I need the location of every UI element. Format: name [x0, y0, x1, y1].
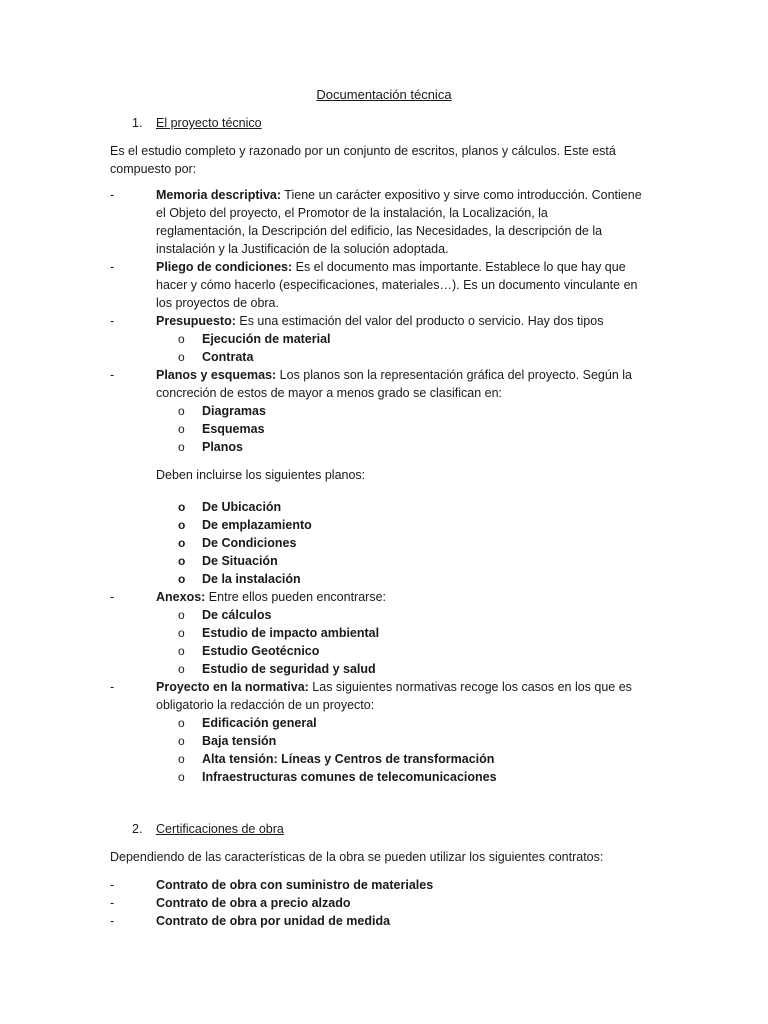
- sub-item: [110, 420, 670, 438]
- sub-item-text: Diagramas: [202, 404, 266, 418]
- plano-item: [110, 552, 670, 570]
- contract-item: [110, 894, 670, 912]
- sub-item-text: Ejecución de material: [202, 332, 331, 346]
- circle-bullet-icon: o: [178, 608, 185, 622]
- sub-item-text: Contrata: [202, 350, 254, 364]
- circle-bullet-icon: o: [178, 644, 185, 658]
- dash-bullet: -: [110, 680, 115, 694]
- term: Proyecto en la normativa:: [156, 680, 309, 694]
- sub-item-text: Estudio de seguridad y salud: [202, 662, 376, 676]
- sub-item-text: Edificación general: [202, 716, 317, 730]
- intro-line: Dependiendo de las características de la obra se pueden utilizar los siguientes contratos:: [110, 850, 604, 864]
- contract-text: Contrato de obra con suministro de materiales: [156, 878, 434, 892]
- circle-bullet-icon: o: [178, 734, 185, 748]
- circle-bullet-icon: o: [178, 554, 186, 568]
- dash-bullet: -: [110, 260, 115, 274]
- contract-item: [110, 912, 670, 930]
- term: Presupuesto:: [156, 314, 236, 328]
- section-title: Certificaciones de obra: [156, 822, 284, 836]
- description-line: reglamentación, la Descripción del edificio, las Necesidades, la descripción de la: [156, 224, 603, 238]
- description-line: concreción de estos de mayor a menos grado se clasifican en:: [156, 386, 503, 400]
- sub-item: [110, 732, 670, 750]
- components-list: [110, 186, 670, 786]
- section-number: 1.: [132, 116, 143, 130]
- description-line: obligatorio la redacción de un proyecto:: [156, 698, 375, 712]
- dash-bullet: -: [110, 368, 115, 382]
- section-number: 2.: [132, 822, 143, 836]
- description: Entre ellos pueden encontrarse:: [205, 590, 386, 604]
- plano-item: [110, 570, 670, 588]
- sub-item-text: Estudio de impacto ambiental: [202, 626, 380, 640]
- section-1-heading: [0, 114, 768, 132]
- document-title: Documentación técnica: [316, 87, 452, 102]
- circle-bullet-icon: o: [178, 518, 186, 532]
- sub-item-text: Alta tensión: Líneas y Centros de transformación: [202, 752, 495, 766]
- intro-line: compuesto por:: [110, 162, 197, 176]
- section-1-intro: [110, 142, 670, 178]
- sub-item-text: Infraestructuras comunes de telecomunicaciones: [202, 770, 497, 784]
- list-item-pliego: [110, 258, 670, 276]
- description: Las siguientes normativas recoge los casos en los que es: [308, 680, 632, 694]
- sub-item: [110, 402, 670, 420]
- circle-bullet-icon: o: [178, 536, 186, 550]
- circle-bullet-icon: o: [178, 626, 185, 640]
- circle-bullet-icon: o: [178, 662, 185, 676]
- contract-text: Contrato de obra por unidad de medida: [156, 914, 391, 928]
- circle-bullet-icon: o: [178, 572, 186, 586]
- sub-item: [110, 330, 670, 348]
- sub-item-text: Baja tensión: [202, 734, 277, 748]
- plano-item-text: De Condiciones: [202, 536, 297, 550]
- description: Es el documento mas importante. Establece lo que hay que: [292, 260, 626, 274]
- term: Anexos:: [156, 590, 206, 604]
- description-line: el Objeto del proyecto, el Promotor de la instalación, la Localización, la: [156, 206, 548, 220]
- plano-item-text: De la instalación: [202, 572, 301, 586]
- contracts-list: [110, 876, 670, 930]
- description: Tiene un carácter expositivo y sirve como introducción. Contiene: [281, 188, 642, 202]
- sub-item: [110, 624, 670, 642]
- dash-bullet: -: [110, 314, 115, 328]
- dash-bullet: -: [110, 914, 115, 928]
- section-2-heading: [0, 820, 768, 838]
- description: Es una estimación del valor del producto o servicio. Hay dos tipos: [235, 314, 604, 328]
- circle-bullet-icon: o: [178, 752, 185, 766]
- contract-text: Contrato de obra a precio alzado: [156, 896, 351, 910]
- description-line: hacer y cómo hacerlo (especificaciones, materiales…). Es un documento vinculante en: [156, 278, 638, 292]
- list-item-presupuesto: [110, 312, 670, 330]
- plano-item: [110, 498, 670, 516]
- section-2-intro: [110, 848, 670, 866]
- planos-note: Deben incluirse los siguientes planos:: [156, 468, 366, 482]
- plano-item: [110, 534, 670, 552]
- sub-item-text: De cálculos: [202, 608, 272, 622]
- circle-bullet-icon: o: [178, 350, 185, 364]
- plano-item-text: De Ubicación: [202, 500, 282, 514]
- sub-item-text: Esquemas: [202, 422, 265, 436]
- plano-item-text: De emplazamiento: [202, 518, 312, 532]
- sub-item: [110, 348, 670, 366]
- contract-item: [110, 876, 670, 894]
- circle-bullet-icon: o: [178, 404, 185, 418]
- sub-item: [110, 714, 670, 732]
- description-line: los proyectos de obra.: [156, 296, 279, 310]
- circle-bullet-icon: o: [178, 440, 185, 454]
- circle-bullet-icon: o: [178, 332, 185, 346]
- list-item-anexos: [110, 588, 670, 606]
- dash-bullet: -: [110, 896, 115, 910]
- dash-bullet: -: [110, 590, 115, 604]
- list-item-memoria: [110, 186, 670, 204]
- list-item-planos: [110, 366, 670, 384]
- circle-bullet-icon: o: [178, 500, 186, 514]
- sub-item: [110, 642, 670, 660]
- plano-item: [110, 516, 670, 534]
- section-title: El proyecto técnico: [156, 116, 262, 130]
- sub-item-text: Planos: [202, 440, 243, 454]
- term: Pliego de condiciones:: [156, 260, 293, 274]
- circle-bullet-icon: o: [178, 422, 185, 436]
- dash-bullet: -: [110, 878, 115, 892]
- sub-item: [110, 660, 670, 678]
- term: Planos y esquemas:: [156, 368, 277, 382]
- sub-item: [110, 606, 670, 624]
- dash-bullet: -: [110, 188, 115, 202]
- sub-item: [110, 768, 670, 786]
- circle-bullet-icon: o: [178, 770, 185, 784]
- intro-line: Es el estudio completo y razonado por un conjunto de escritos, planos y cálculos. Este está: [110, 144, 616, 158]
- description: Los planos son la representación gráfica del proyecto. Según la: [276, 368, 632, 382]
- plano-item-text: De Situación: [202, 554, 278, 568]
- description-line: instalación y la Justificación de la solución adoptada.: [156, 242, 449, 256]
- list-item-normativa: [110, 678, 670, 696]
- sub-item: [110, 438, 670, 456]
- sub-item-text: Estudio Geotécnico: [202, 644, 320, 658]
- sub-item: [110, 750, 670, 768]
- circle-bullet-icon: o: [178, 716, 185, 730]
- term: Memoria descriptiva:: [156, 188, 282, 202]
